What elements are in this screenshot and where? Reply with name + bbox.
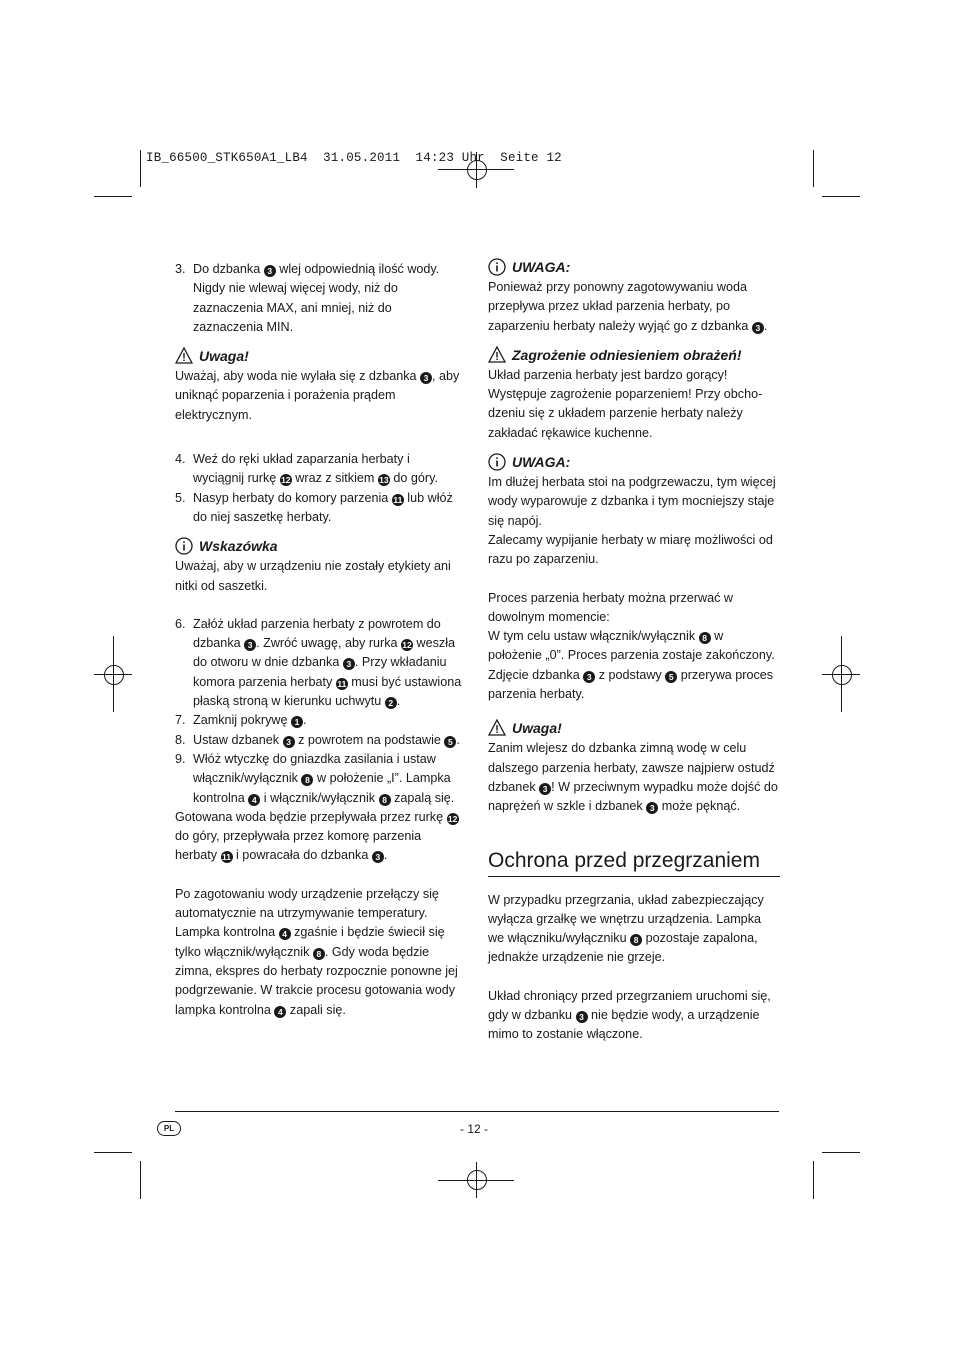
warning-heading: Uwaga!: [175, 346, 463, 366]
footer-rule: [175, 1111, 779, 1112]
warning-text: Zanim wlejesz do dzbanka zimną wodę w celu dalszego parzenia herbaty, zawsze najpierw ostudź dzbanek 3 ! W przeciwnym wypadku może dojść do naprężeń w szkle i dzbanek 3 może pęknąć.: [488, 741, 778, 814]
warning-text: Uważaj, aby woda nie wylała się z dzbanka 3 , aby uniknąć poparzenia i porażenia prądem elektrycznym.: [175, 369, 460, 422]
left-column: [175, 260, 463, 1020]
hint-heading: Wskazówka: [175, 536, 463, 556]
warning-triangle-icon: [488, 346, 506, 364]
danger-heading: Zagrożenie odniesieniem obrażeń!: [488, 345, 780, 365]
crop-mark: [140, 150, 141, 187]
crop-mark: [813, 1161, 814, 1199]
info-icon: [175, 537, 193, 555]
section-text: Układ chroniący przed przegrzaniem uruchomi się, gdy w dzbanku 3 nie będzie wody, a urządzenie mimo to zostanie włączone.: [488, 988, 771, 1042]
interrupt-text: Proces parzenia herbaty można przerwać w dowolnym momencie:: [488, 590, 733, 624]
note-text: Ponieważ przy ponowny zagotowywaniu woda przepływa przez układ parzenia herbaty, po zaparzeniu herbaty należy wyjąć go z dzbanka 3 .: [488, 280, 768, 333]
step-3: 3. Do dzbanka 3 wlej odpowiednią ilość wody. Nigdy nie wlewaj więcej wody, niż do zaznaczenia MAX, ani mniej, niż do zaznaczenia MIN.: [175, 262, 440, 334]
danger-text: Układ parzenia herbaty jest bardzo gorący! Występuje zagrożenie poparzeniem! Przy obcho-dzeniu się z układem parzenie herbaty należy zakładać rękawice kuchenne.: [488, 367, 763, 440]
crop-mark: [822, 196, 860, 197]
page-number: - 12 -: [460, 1122, 489, 1136]
language-badge: PL: [157, 1121, 181, 1136]
interrupt-text: Zdjęcie dzbanka 3 z podstawy 5 przerywa proces parzenia herbaty.: [488, 667, 774, 702]
crop-mark: [140, 1161, 141, 1199]
crop-mark: [813, 150, 814, 187]
step-8: 8. Ustaw dzbanek 3 z powrotem na podstawie 5 .: [175, 732, 460, 747]
note-text: Im dłużej herbata stoi na podgrzewaczu, tym więcej wody wyparowuje z dzbanka i tym mocniejszy staje się napój.: [488, 475, 776, 528]
right-column: [488, 260, 780, 1045]
step-4: 4. Weź do ręki układ zaparzania herbaty i wyciągnij rurkę 12 wraz z sitkiem 13 do góry.: [175, 452, 438, 486]
interrupt-text: W tym celu ustaw włącznik/wyłącznik 8 w położenie „0”. Proces parzenia zostaje zakończony.: [488, 629, 775, 663]
paragraph-keep-warm: Po zagotowaniu wody urządzenie przełączy się automatycznie na utrzymywanie temperatury. Lampka kontrolna 4 zgaśnie i będzie świecił się tylko włącznik/wyłącznik 8 . Gdy woda będzie zimna, ekspres do herbaty rozpocznie ponowne jej podgrzewanie. W trakcie procesu gotowania wody lampka kontrolna 4 zapali się.: [175, 886, 458, 1017]
part-number-3: 3: [264, 265, 276, 277]
warning-triangle-icon: [488, 719, 506, 737]
step-9: 9. Włóż wtyczkę do gniazdka zasilania i ustaw włącznik/wyłącznik 8 w położenie „I”. Lampka kontrolna 4 i włącznik/wyłącznik 8 zapalą się.: [175, 751, 455, 805]
info-icon: [488, 258, 506, 276]
warning-triangle-icon: [175, 347, 193, 365]
print-slug: IB_66500_STK650A1_LB4 31.05.2011 14:23 Uhr Seite 12: [146, 151, 562, 165]
crop-mark: [94, 196, 132, 197]
step-7: 7. Zamknij pokrywę 1 .: [175, 713, 307, 728]
section-text: W przypadku przegrzania, układ zabezpieczający wyłącza grzałkę we wnętrzu urządzenia. Lampka we włączniku/wyłączniku 8 pozostaje zapalona, jednakże urządzenie nie grzeje.: [488, 892, 764, 965]
paragraph-flow: Gotowana woda będzie przepływała przez rurkę 12 do góry, przepływała przez komorę parzenia herbaty 11 i powracała do dzbanka 3 .: [175, 809, 458, 863]
note-heading: UWAGA:: [488, 257, 780, 277]
step-5: 5. Nasyp herbaty do komory parzenia 11 lub włóż do niej saszetkę herbaty.: [175, 490, 453, 524]
step-6: 6. Załóż układ parzenia herbaty z powrotem do dzbanka 3 . Zwróć uwagę, aby rurka 12 weszła do otworu w dnie dzbanka 3 . Przy wkładaniu komora parzenia herbaty 11 musi być ustawiona płaską stroną w kierunku uchwytu 2 .: [175, 616, 462, 709]
note-text: Zalecamy wypijanie herbaty w miarę możliwości od razu po zaparzeniu.: [488, 532, 773, 567]
hint-text: Uważaj, aby w urządzeniu nie zostały etykiety ani nitki od saszetki.: [175, 559, 451, 593]
crop-mark: [94, 1152, 132, 1153]
section-title: Ochrona przed przegrzaniem: [488, 849, 780, 877]
crop-mark: [822, 1152, 860, 1153]
info-icon: [488, 453, 506, 471]
warning-heading: Uwaga!: [488, 718, 780, 738]
note-heading: UWAGA:: [488, 452, 780, 472]
